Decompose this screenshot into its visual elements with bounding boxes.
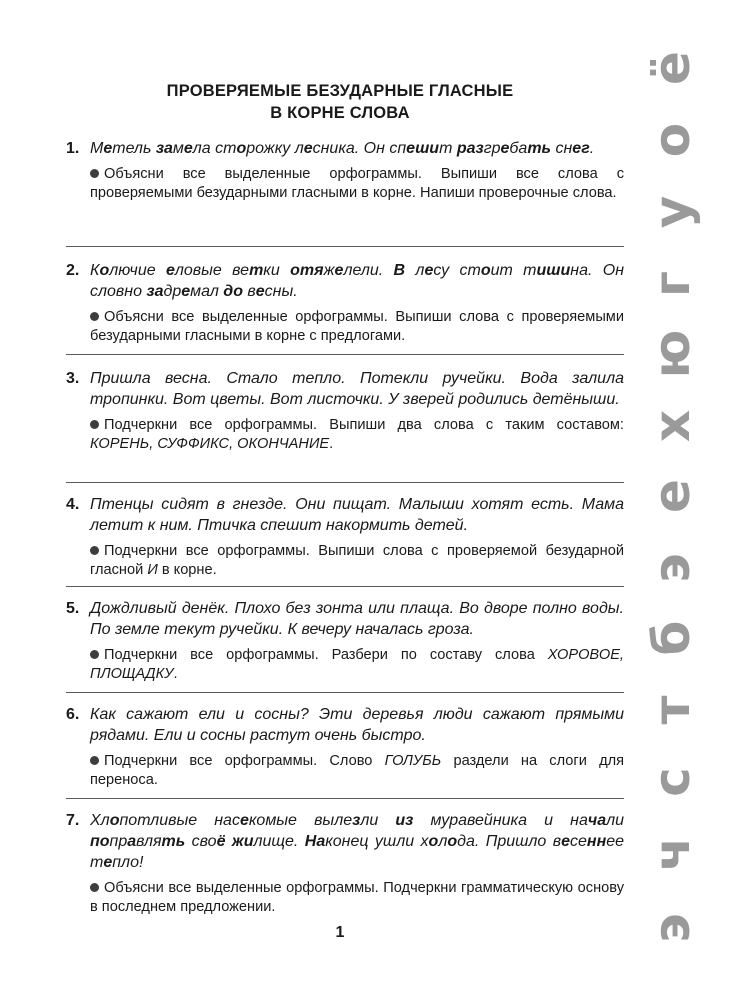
task-text: Объясни все выделенные орфограммы. Выпиши слова с проверяемыми безударными гласными в корне с предлогами. [90,309,624,344]
highlighted-orthogram: ё [216,833,226,850]
divider [66,798,624,799]
italic-term: КОРЕНЬ, СУФФИКС, ОКОНЧАНИЕ [90,436,330,452]
highlighted-orthogram: о [428,833,439,850]
exercise-task [90,542,624,580]
exercise-text: Хлопотливые насекомые вылезли из муравейника и начали поправлять своё жилище. Наконец ушли холода. Пришло весеннее тепло! [90,812,625,871]
side-letter: е [643,479,701,513]
side-letter: х [643,409,701,443]
side-letter: с [643,767,701,797]
task-text: Объясни все выделенные орфограммы. Подчеркни грамматическую основу в последнем предложении. [90,880,624,915]
highlighted-orthogram: е [500,140,510,157]
divider [66,482,624,483]
highlighted-orthogram: е [255,283,265,300]
highlighted-orthogram: до [223,283,243,300]
highlighted-orthogram: ег [572,140,590,157]
highlighted-orthogram: В [393,262,406,279]
bullet-icon [90,650,99,659]
divider [66,354,624,355]
exercise-text: Пришла весна. Стало тепло. Потекли ручейки. Вода залила тропинки. Вот цветы. Вот листочки. У зверей родились детёныши. [90,370,624,408]
side-letters-decoration [622,38,732,988]
highlighted-orthogram: нн [586,833,607,850]
highlighted-orthogram: На [304,833,326,850]
exercise-1 [66,138,624,203]
task-text: Подчеркни все орфограммы. Слово ГОЛУБЬ раздели на слоги для переноса. [90,753,625,788]
side-letter: э [643,553,701,583]
exercise-text: Колючие еловые ветки отяжелели. В лесу стоит тишина. Он словно задремал до весны. [90,262,625,300]
highlighted-orthogram: е [303,140,313,157]
highlighted-orthogram: е [103,854,113,871]
side-letter: т [643,695,701,725]
highlighted-orthogram: ть [161,833,186,850]
bullet-icon [90,420,99,429]
highlighted-orthogram: е [424,262,434,279]
highlighted-orthogram: жи [231,833,254,850]
italic-term: И [147,562,158,578]
task-text: Подчеркни все орфограммы. Разбери по составу слова ХОРОВОЕ, ПЛОЩАДКУ. [90,647,624,682]
exercise-7 [66,810,624,917]
highlighted-orthogram: о [99,262,110,279]
task-text: Объясни все выделенные орфограммы. Выпиши все слова с проверяемыми безударными гласными в корне. Напиши проверочные слова. [90,166,624,201]
highlighted-orthogram: еши [406,140,440,157]
side-letter: ё [643,51,701,85]
exercise-4 [66,494,624,580]
bullet-icon [90,546,99,555]
exercise-task [90,879,624,917]
exercise-task [90,308,624,346]
bullet-icon [90,883,99,892]
highlighted-orthogram: е [239,812,249,829]
page-number: 1 [335,924,345,941]
task-text: Подчеркни все орфограммы. Выпиши два слова с таким составом: КОРЕНЬ, СУФФИКС, ОКОНЧАНИЕ. [90,417,624,452]
highlighted-orthogram: е [181,283,191,300]
divider [66,692,624,693]
exercise-number: 2. [66,262,80,279]
side-letter: о [643,122,701,158]
side-letter: у [643,195,701,229]
title-line-1: ПРОВЕРЯЕМЫЕ БЕЗУДАРНЫЕ ГЛАСНЫЕ [166,82,514,100]
highlighted-orthogram: ть [527,140,552,157]
highlighted-orthogram: а [127,833,137,850]
bullet-icon [90,169,99,178]
side-letter: б [643,620,701,656]
exercise-number: 6. [66,706,80,723]
highlighted-orthogram: о [447,833,458,850]
exercise-text: Как сажают ели и сосны? Эти деревья люди сажают прямыми рядами. Ели и сосны растут очень быстро. [90,706,624,744]
exercise-text: Метель замела сторожку лесника. Он спешит разгребать снег. [90,140,595,157]
highlighted-orthogram: за [155,140,173,157]
highlighted-orthogram: раз [456,140,484,157]
italic-term: ГОЛУБЬ [384,753,442,769]
highlighted-orthogram: по [90,833,110,850]
highlighted-orthogram: о [236,140,247,157]
highlighted-orthogram: ча [587,812,607,829]
exercise-number: 1. [66,140,80,157]
exercise-task [90,416,624,454]
divider [66,246,624,247]
exercise-text: Птенцы сидят в гнезде. Они пищат. Малыши хотят есть. Мама летит к ним. Птичка спешит накормить детей. [90,496,624,534]
highlighted-orthogram: т [249,262,264,279]
highlighted-orthogram: е [183,140,193,157]
page-title [120,80,560,124]
highlighted-orthogram: з [352,812,361,829]
exercise-text: Дождливый денёк. Плохо без зонта или плаща. Во дворе полно воды. По земле текут ручейки. К вечеру началась гроза. [90,600,624,638]
exercise-3 [66,368,624,454]
title-line-2: В КОРНЕ СЛОВА [270,104,410,122]
exercise-task [90,165,624,203]
bullet-icon [90,756,99,765]
exercise-2 [66,260,624,346]
exercise-number: 3. [66,370,80,387]
exercise-task [90,646,624,684]
highlighted-orthogram: е [561,833,570,850]
side-letter: г [643,270,701,298]
exercise-number: 4. [66,496,80,513]
highlighted-orthogram: отя [290,262,324,279]
highlighted-orthogram: иши [536,262,571,279]
divider [66,586,624,587]
highlighted-orthogram: за [146,283,164,300]
side-letter: ч [643,836,701,872]
task-text: Подчеркни все орфограммы. Выпиши слова с проверяемой безударной гласной И в корне. [90,543,624,578]
exercise-5 [66,598,624,684]
bullet-icon [90,312,99,321]
highlighted-orthogram: о [109,812,120,829]
highlighted-orthogram: из [395,812,414,829]
exercise-number: 5. [66,600,80,617]
exercise-6 [66,704,624,790]
side-letter: э [643,913,701,943]
highlighted-orthogram: о [480,262,491,279]
highlighted-orthogram: е [165,262,175,279]
italic-term: ХОРОВОЕ, ПЛОЩАДКУ [90,647,624,682]
highlighted-orthogram: е [103,140,113,157]
exercise-number: 7. [66,812,80,829]
exercise-task [90,752,624,790]
side-letter: ю [643,329,701,379]
highlighted-orthogram: е [334,262,344,279]
